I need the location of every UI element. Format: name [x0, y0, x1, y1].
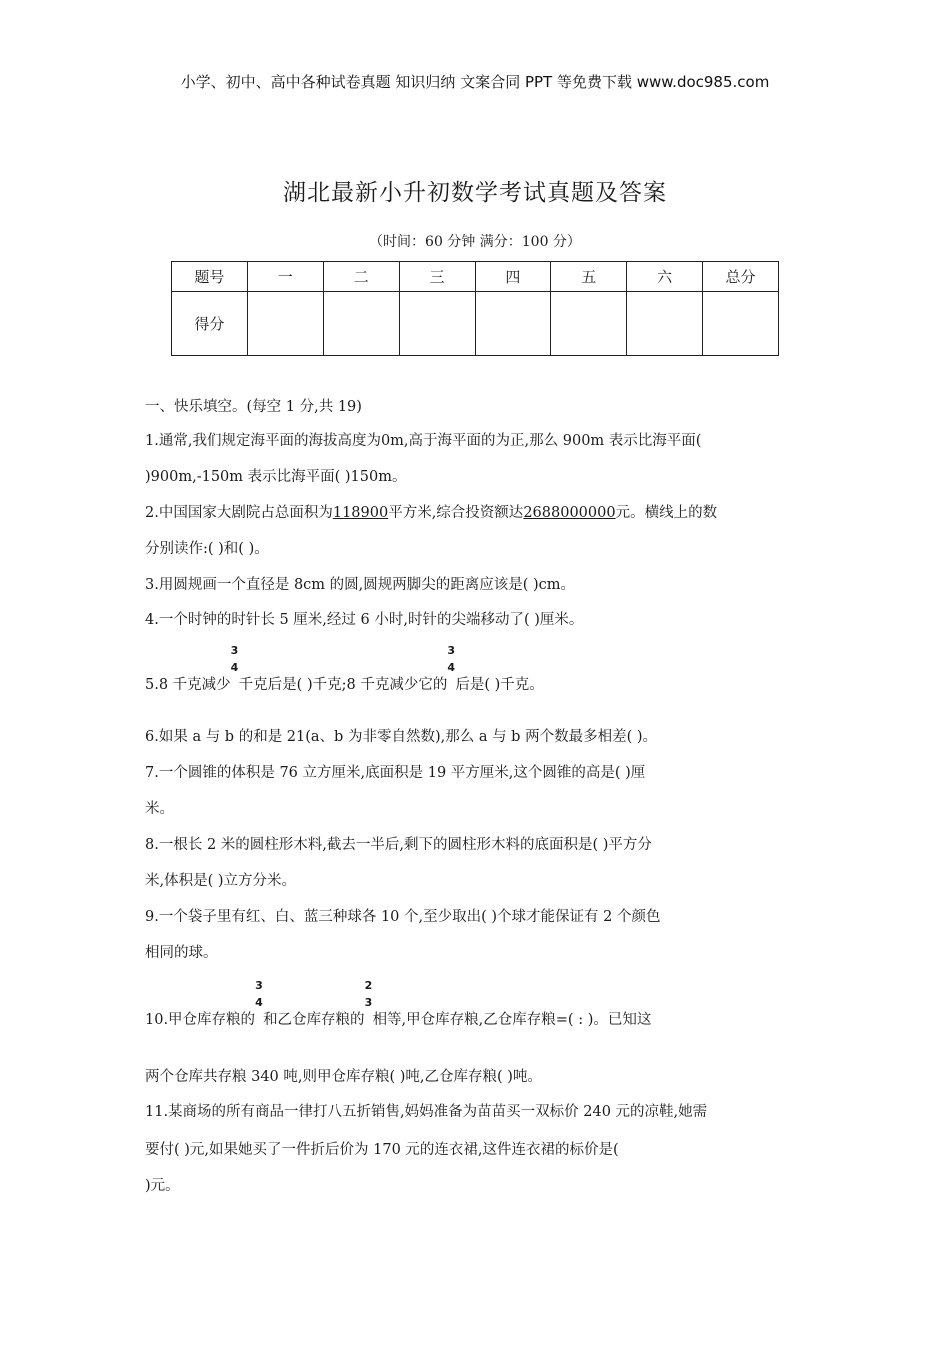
fraction-two-thirds — [364, 979, 373, 1030]
question-2-text-b: 平方米,综合投资额达 — [388, 505, 524, 521]
question-2-number-investment: 2688000000 — [523, 505, 616, 521]
score-table-score-row — [172, 292, 779, 356]
question-11-line-1: 11.某商场的所有商品一律打八五折销售,妈妈准备为苗苗买一双标价 240 元的凉鞋,她需 — [145, 1104, 708, 1120]
score-table-header-cell: 六 — [627, 262, 703, 292]
page-title: 湖北最新小升初数学考试真题及答案 — [283, 180, 667, 206]
question-3: 3.用圆规画一个直径是 8cm 的圆,圆规两脚尖的距离应该是( )cm。 — [145, 577, 576, 593]
fraction-denominator: 4 — [255, 996, 263, 1009]
score-table-header-cell: 题号 — [172, 262, 248, 292]
score-table-header-row — [172, 262, 779, 292]
question-5-text-b: 千克后是( )千克;8 千克减少它的 — [238, 677, 448, 693]
score-cell — [551, 292, 627, 356]
question-10-text-b: 和乙仓库存粮的 — [263, 1012, 365, 1028]
question-5 — [145, 644, 805, 695]
question-11-line-2: 要付( )元,如果她买了一件折后价为 170 元的连衣裙,这件连衣裙的标价是( — [145, 1142, 619, 1158]
question-2-line-1 — [145, 503, 805, 523]
question-4: 4.一个时钟的时针长 5 厘米,经过 6 小时,时针的尖端移动了( )厘米。 — [145, 612, 584, 628]
score-table — [171, 261, 779, 356]
score-cell — [475, 292, 551, 356]
score-cell — [399, 292, 475, 356]
question-1-line-2: )900m,-150m 表示比海平面( )150m。 — [145, 469, 407, 485]
score-cell — [703, 292, 779, 356]
section-1-heading: 一、快乐填空。(每空 1 分,共 19) — [145, 399, 362, 415]
question-6: 6.如果 a 与 b 的和是 21(a、b 为非零自然数),那么 a 与 b 两个数最多相差( )。 — [145, 729, 658, 745]
question-10-text-a: 10.甲仓库存粮的 — [145, 1012, 256, 1028]
fraction-three-quarters — [230, 644, 239, 695]
question-11-line-3: )元。 — [145, 1178, 180, 1194]
question-7-line-2: 米。 — [145, 801, 174, 817]
question-5-text-c: 后是( )千克。 — [455, 677, 544, 693]
fraction-numerator: 3 — [230, 644, 239, 657]
question-1-line-1: 1.通常,我们规定海平面的海拔高度为0m,高于海平面的为正,那么 900m 表示比海平面( — [145, 433, 702, 449]
fraction-numerator: 3 — [255, 979, 263, 992]
question-8-line-2: 米,体积是( )立方分米。 — [145, 873, 297, 889]
score-cell — [627, 292, 703, 356]
score-cell — [247, 292, 323, 356]
score-row-label: 得分 — [172, 292, 248, 356]
fraction-numerator: 3 — [447, 644, 455, 657]
score-table-header-cell: 总分 — [703, 262, 779, 292]
fraction-numerator: 2 — [364, 979, 373, 992]
score-table-header-cell: 五 — [551, 262, 627, 292]
score-table-header-cell: 四 — [475, 262, 551, 292]
page-header-banner: 小学、初中、高中各种试卷真题 知识归纳 文案合同 PPT 等免费下载 www.doc985.com — [180, 73, 770, 91]
question-2-text-c: 元。横线上的数 — [615, 505, 718, 521]
fraction-denominator: 3 — [364, 996, 373, 1009]
question-10-line-2: 两个仓库共存粮 340 吨,则甲仓库存粮( )吨,乙仓库存粮( )吨。 — [145, 1069, 542, 1085]
question-5-text-a: 5.8 千克减少 — [145, 677, 231, 693]
question-8-line-1: 8.一根长 2 米的圆柱形木料,截去一半后,剩下的圆柱形木料的底面积是( )平方分 — [145, 837, 652, 853]
exam-time-and-score: （时间：60 分钟 满分：100 分） — [369, 234, 581, 250]
fraction-three-quarters — [447, 644, 455, 695]
question-2-number-area: 118900 — [332, 505, 389, 521]
question-10-text-c: 相等,甲仓库存粮,乙仓库存粮=( : )。已知这 — [372, 1012, 652, 1028]
score-cell — [323, 292, 399, 356]
question-2-line-2: 分别读作:( )和( )。 — [145, 541, 269, 557]
score-table-header-cell: 二 — [323, 262, 399, 292]
question-10-line-1 — [145, 979, 805, 1030]
question-2-text-a: 2.中国国家大剧院占总面积为 — [145, 505, 333, 521]
question-7-line-1: 7.一个圆锥的体积是 76 立方厘米,底面积是 19 平方厘米,这个圆锥的高是( )厘 — [145, 765, 646, 781]
question-9-line-1: 9.一个袋子里有红、白、蓝三种球各 10 个,至少取出( )个球才能保证有 2 个颜色 — [145, 909, 661, 925]
fraction-denominator: 4 — [447, 661, 455, 674]
score-table-header-cell: 三 — [399, 262, 475, 292]
score-table-header-cell: 一 — [247, 262, 323, 292]
question-9-line-2: 相同的球。 — [145, 945, 218, 961]
fraction-denominator: 4 — [230, 661, 239, 674]
fraction-three-quarters — [255, 979, 263, 1030]
